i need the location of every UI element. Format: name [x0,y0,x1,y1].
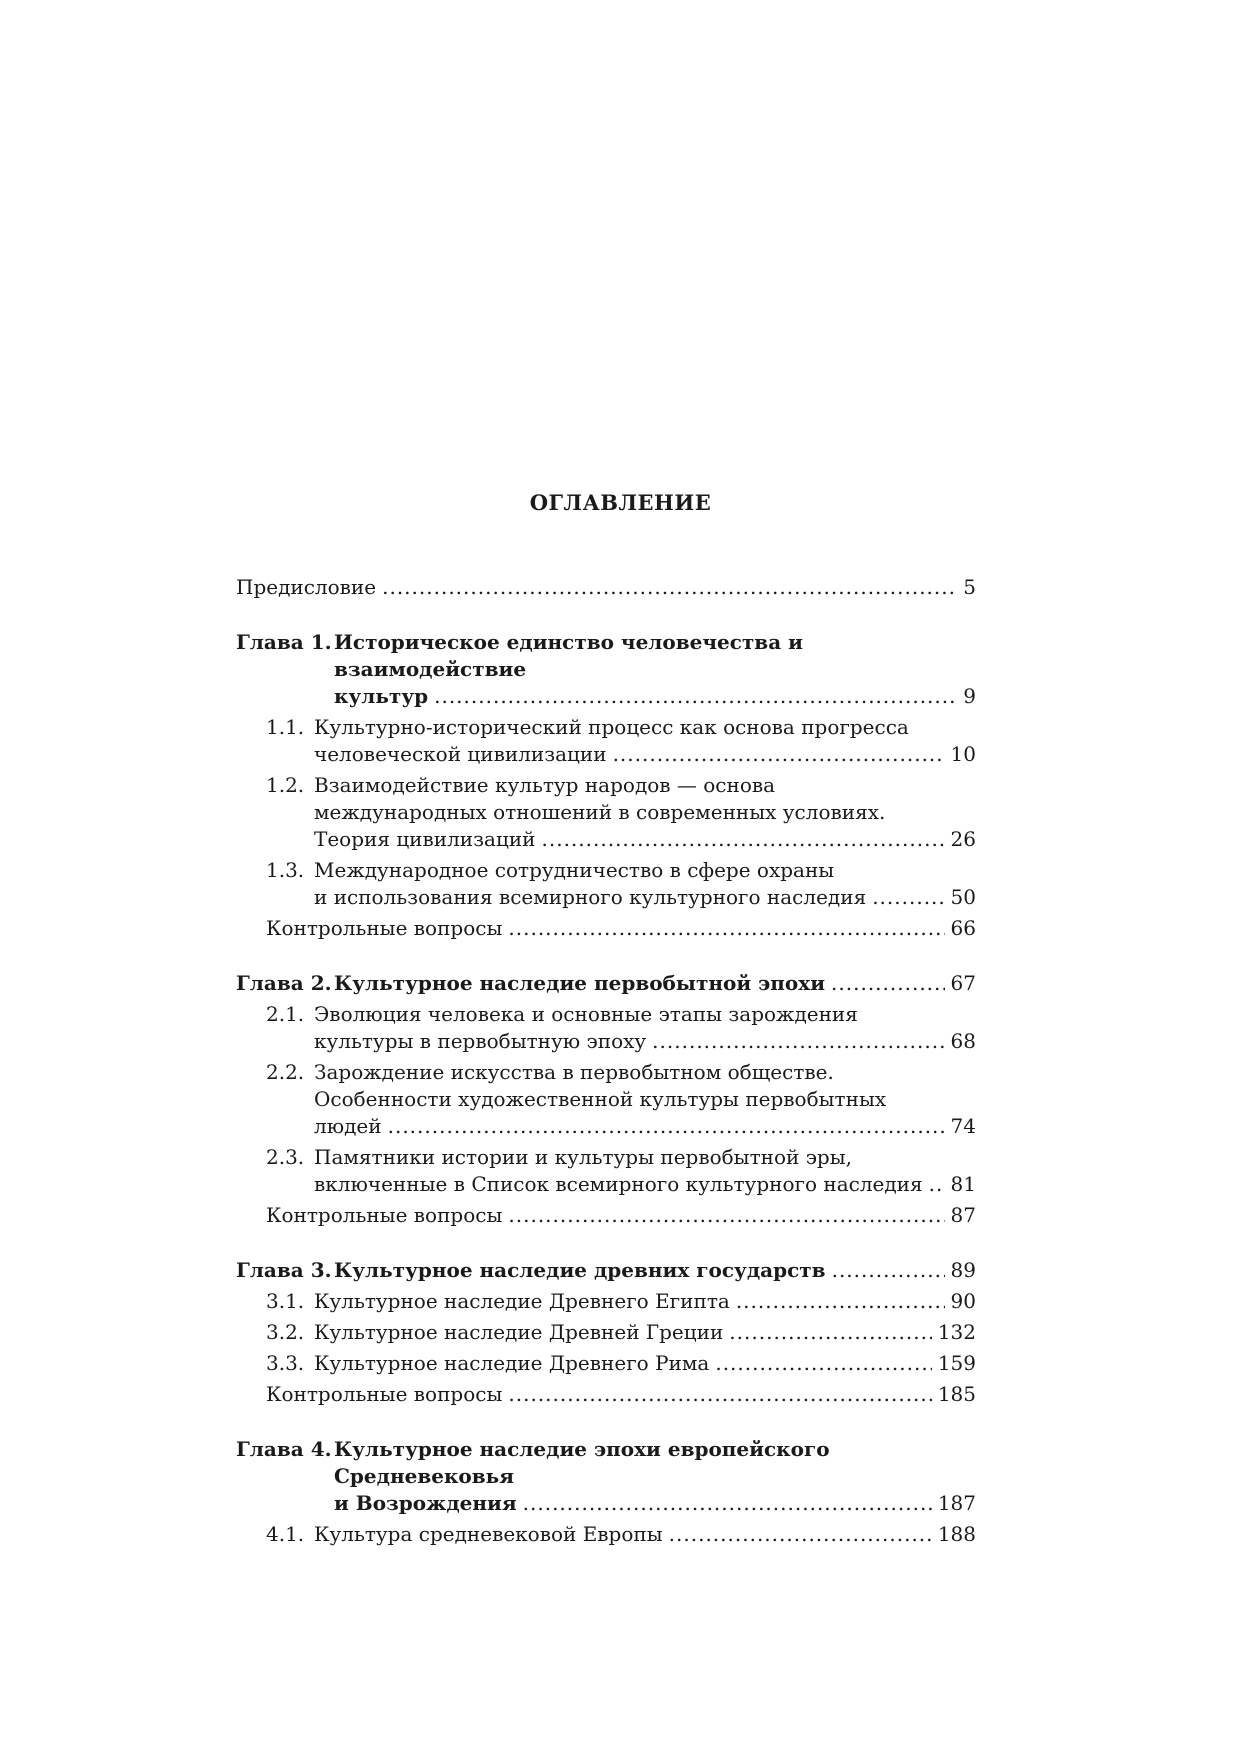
dot-leader [929,1171,945,1198]
toc-entry-title-line: Контрольные вопросы [266,916,503,940]
toc-entry-title-line: включенные в Список всемирного культурного наследия [314,1172,923,1196]
dot-leader [613,741,945,768]
toc-entry-number: 1.2. [266,773,305,797]
page-number: 187 [937,1491,976,1515]
toc-entry[interactable] [236,1001,976,1055]
toc-leader-line [314,1288,976,1315]
toc-entry-title-line: культуры в первобытную эпоху [314,1029,647,1053]
dot-leader [736,1288,945,1315]
toc-entry[interactable] [236,714,976,768]
toc-entry-title-line: людей [314,1114,382,1138]
toc-entry-number: 3.2. [266,1320,305,1344]
toc-entry-title [236,629,976,710]
page-title: ОГЛАВЛЕНИЕ [529,490,712,515]
toc-leader-line [334,683,976,710]
dot-leader [872,884,944,911]
toc-leader-line [266,915,976,942]
toc-entry-title-line: Особенности художественной культуры первобытных [314,1087,887,1111]
dot-leader [523,1490,932,1517]
toc-entry-title-line: Контрольные вопросы [266,1203,503,1227]
dot-leader [508,1202,944,1229]
page-number: 89 [950,1258,976,1282]
toc-entry-title [236,574,976,601]
toc-entry[interactable] [236,1436,976,1517]
page-number: 67 [950,971,976,995]
toc-entry-number: Глава 1. [236,630,332,654]
toc-entry-title-line: Эволюция человека и основные этапы зарождения [314,1002,858,1026]
toc-leader-line [334,970,976,997]
toc-entry-title-line: и использования всемирного культурного наследия [314,885,867,909]
toc-leader-line [314,884,976,911]
page-number: 10 [950,742,976,766]
toc-entry-title-line: Контрольные вопросы [266,1382,503,1406]
page-number: 74 [950,1114,976,1138]
toc-entry-title [266,857,976,911]
page-number: 50 [950,885,976,909]
dot-leader [729,1319,932,1346]
dot-leader [652,1028,944,1055]
page-number: 26 [950,827,976,851]
toc-entry[interactable] [236,915,976,942]
dot-leader [669,1521,932,1548]
toc-entry-number: 4.1. [266,1522,305,1546]
toc-entry[interactable] [236,1202,976,1229]
dot-leader [508,915,944,942]
toc-entry[interactable] [236,857,976,911]
toc-entry-title-line: Международное сотрудничество в сфере охраны [314,858,835,882]
toc-entry-number: Глава 3. [236,1258,332,1282]
toc-entry-title-line: Культурное наследие эпохи европейского Средневековья [334,1437,830,1488]
toc-entry-title-line: Памятники истории и культуры первобытной эры, [314,1145,852,1169]
toc-entry-title-line: Взаимодействие культур народов — основа [314,773,776,797]
toc-entry-title [266,1350,976,1377]
toc-entry-title [236,970,976,997]
toc-entry[interactable] [236,1350,976,1377]
toc-entry-title [236,1202,976,1229]
toc-entry-number: Глава 2. [236,971,332,995]
toc-entry[interactable] [236,1288,976,1315]
page-number: 9 [963,684,976,708]
toc-entry-title [266,1319,976,1346]
dot-leader [382,574,957,601]
toc-entry-title-line: Культурное наследие первобытной эпохи [334,971,826,995]
toc-leader-line [266,1381,976,1408]
toc-leader-line [314,1350,976,1377]
dot-leader [508,1381,931,1408]
toc-entry-title-line: и Возрождения [334,1491,517,1515]
toc-entry-title-line: человеческой цивилизации [314,742,607,766]
toc-leader-line [334,1257,976,1284]
toc-entry-title-line: Зарождение искусства в первобытном обществе. [314,1060,834,1084]
toc-entry-number: Глава 4. [236,1437,332,1461]
page-number: 132 [937,1320,976,1344]
toc-entry-title-line: международных отношений в современных условиях. [314,800,886,824]
toc-entry-number: 2.3. [266,1145,305,1169]
page-number: 188 [937,1522,976,1546]
toc-leader-line [236,574,976,601]
toc-entry-title-line: Культурное наследие Древнего Рима [314,1351,710,1375]
toc-entry-title [266,714,976,768]
page-number: 68 [950,1029,976,1053]
toc-entry-title [266,1521,976,1548]
toc-entry[interactable] [236,1144,976,1198]
toc-entry[interactable] [236,574,976,601]
toc-entry-title-line: Теория цивилизаций [314,827,536,851]
page-number: 185 [937,1382,976,1406]
toc-entry[interactable] [236,772,976,853]
toc-entry-title-line: культур [334,684,429,708]
table-of-contents [236,574,976,1552]
toc-entry-title [236,1257,976,1284]
toc-entry-title [266,772,976,853]
toc-leader-line [266,1202,976,1229]
toc-entry[interactable] [236,1521,976,1548]
toc-entry-title [236,915,976,942]
toc-entry-title [266,1288,976,1315]
toc-entry-number: 2.2. [266,1060,305,1084]
toc-entry-title [236,1381,976,1408]
toc-entry[interactable] [236,629,976,710]
toc-entry[interactable] [236,1059,976,1140]
toc-leader-line [314,1028,976,1055]
toc-entry-title [266,1144,976,1198]
dot-leader [715,1350,931,1377]
toc-entry-title-line: Культурное наследие Древней Греции [314,1320,724,1344]
toc-entry-number: 2.1. [266,1002,305,1026]
toc-entry-title-line: Культурное наследие Древнего Египта [314,1289,730,1313]
page-number: 66 [950,916,976,940]
page-number: 87 [950,1203,976,1227]
toc-entry-title [236,1436,976,1517]
toc-entry[interactable] [236,970,976,997]
toc-entry-title [266,1059,976,1140]
toc-entry-title-line: Предисловие [236,575,377,599]
page-number: 159 [937,1351,976,1375]
dot-leader [542,826,945,853]
toc-leader-line [314,1319,976,1346]
page-number: 5 [963,575,976,599]
toc-entry-number: 3.1. [266,1289,305,1313]
toc-entry[interactable] [236,1381,976,1408]
page-number: 90 [950,1289,976,1313]
toc-leader-line [314,1521,976,1548]
dot-leader [388,1113,945,1140]
toc-entry-title-line: Историческое единство человечества и взаимодействие [334,630,803,681]
toc-entry-title-line: Культурно-исторический процесс как основа прогресса [314,715,909,739]
toc-entry-title [266,1001,976,1055]
toc-entry-title-line: Культурное наследие древних государств [334,1258,826,1282]
toc-leader-line [314,826,976,853]
toc-leader-line [314,1113,976,1140]
toc-leader-line [314,1171,976,1198]
toc-leader-line [334,1490,976,1517]
toc-entry[interactable] [236,1257,976,1284]
page-number: 81 [950,1172,976,1196]
toc-entry-title-line: Культура средневековой Европы [314,1522,663,1546]
dot-leader [434,683,957,710]
dot-leader [832,1257,945,1284]
toc-entry[interactable] [236,1319,976,1346]
toc-entry-number: 3.3. [266,1351,305,1375]
toc-entry-number: 1.3. [266,858,305,882]
dot-leader [831,970,945,997]
toc-leader-line [314,741,976,768]
toc-entry-number: 1.1. [266,715,305,739]
